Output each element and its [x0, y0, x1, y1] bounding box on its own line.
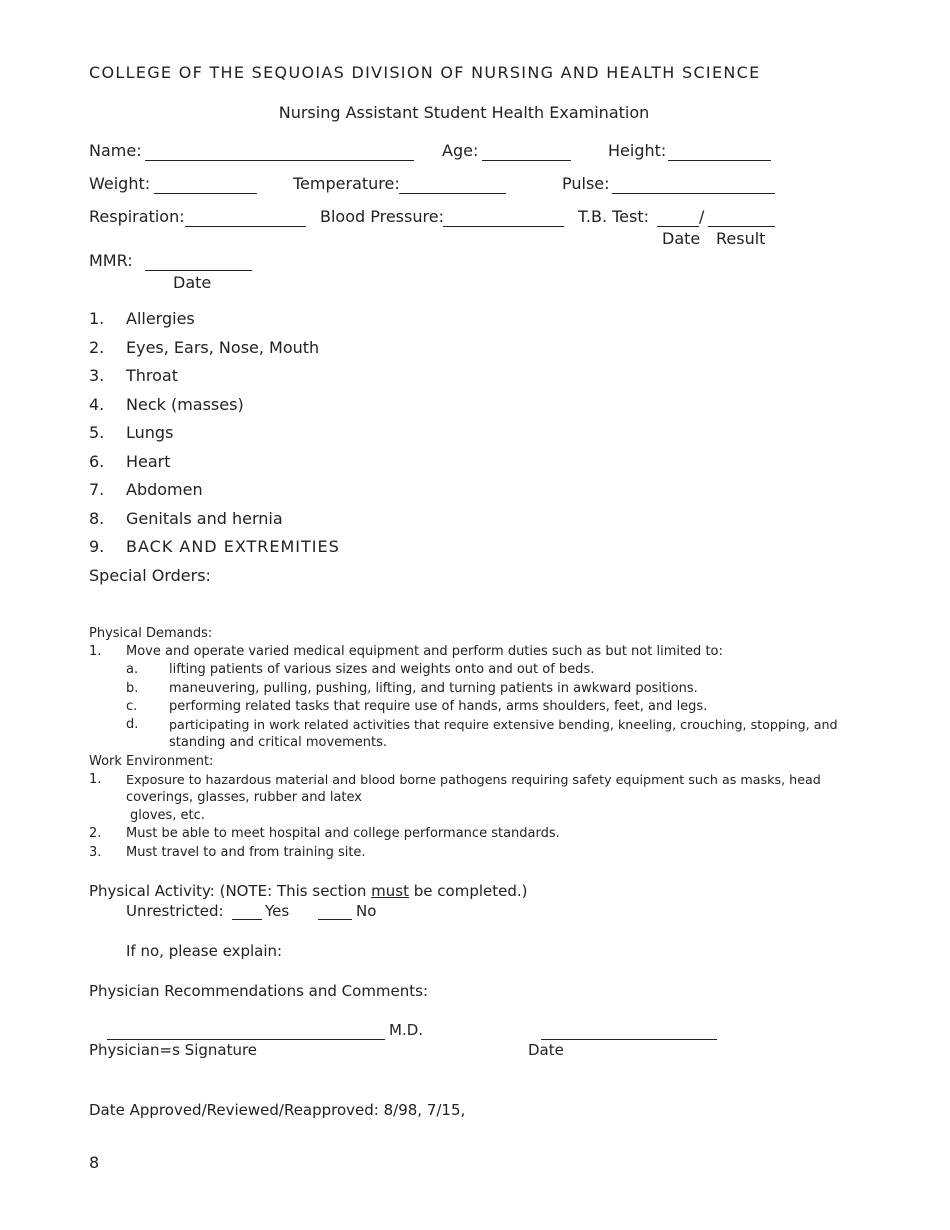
weight-label: Weight: — [89, 174, 151, 193]
exam-item-back-extremities: BACK AND EXTREMITIES — [126, 537, 340, 556]
tb-test-label: T.B. Test: — [578, 207, 650, 226]
exam-item-heart: Heart — [126, 452, 171, 471]
exam-item-lungs: Lungs — [126, 423, 174, 442]
demand-item-text: Move and operate varied medical equipment and perform duties such as but not limited to: — [126, 644, 723, 659]
temperature-field[interactable] — [399, 193, 506, 194]
exam-item-num: 8. — [89, 509, 105, 528]
blood-pressure-label: Blood Pressure: — [320, 207, 444, 226]
height-field[interactable] — [668, 160, 771, 161]
physician-signature-caption: Physician=s Signature — [89, 1041, 258, 1059]
exam-item-allergies: Allergies — [126, 309, 195, 328]
demand-subitem-letter: b. — [126, 681, 139, 696]
md-label: M.D. — [389, 1021, 424, 1039]
name-field[interactable] — [145, 160, 414, 161]
pulse-label: Pulse: — [562, 174, 610, 193]
exam-item-genitals-hernia: Genitals and hernia — [126, 509, 283, 528]
work-item-text: Must travel to and from training site. — [126, 845, 366, 860]
unrestricted-yes-label: Yes — [265, 902, 290, 920]
demand-subitem-text: performing related tasks that require use of hands, arms shoulders, feet, and legs. — [169, 699, 708, 714]
exam-item-num: 2. — [89, 338, 105, 357]
work-item-text: Must be able to meet hospital and college performance standards. — [126, 826, 560, 841]
unrestricted-no-blank[interactable] — [318, 919, 352, 920]
demand-subitem-letter: a. — [126, 662, 139, 677]
age-field[interactable] — [482, 160, 571, 161]
recommendations-label: Physician Recommendations and Comments: — [89, 982, 429, 1000]
demand-subitem-letter: d. — [126, 717, 139, 732]
demand-subitem-text: participating in work related activities that require extensive bending, kneeling, crouching, stopping, and — [169, 717, 838, 732]
exam-item-throat: Throat — [126, 366, 179, 385]
exam-item-abdomen: Abdomen — [126, 480, 203, 499]
respiration-field[interactable] — [185, 226, 306, 227]
explain-label: If no, please explain: — [126, 942, 283, 960]
mmr-date-field[interactable] — [145, 270, 252, 271]
exam-item-num: 9. — [89, 537, 105, 556]
tb-separator: / — [699, 207, 705, 226]
institution-heading: COLLEGE OF THE SEQUOIAS DIVISION OF NURSING AND HEALTH SCIENCE — [89, 63, 761, 82]
unrestricted-no-label: No — [356, 902, 377, 920]
exam-item-num: 6. — [89, 452, 105, 471]
physician-signature-field[interactable] — [107, 1039, 385, 1040]
exam-item-num: 7. — [89, 480, 105, 499]
physical-activity-label — [89, 882, 528, 900]
mmr-label: MMR: — [89, 251, 133, 270]
demand-item-num: 1. — [89, 644, 102, 659]
exam-item-neck: Neck (masses) — [126, 395, 244, 414]
tb-date-caption: Date — [662, 229, 701, 248]
page-number: 8 — [89, 1153, 100, 1172]
physical-activity-label-pre: Physical Activity: (NOTE: This section — [89, 882, 372, 900]
exam-item-num: 4. — [89, 395, 105, 414]
name-label: Name: — [89, 141, 142, 160]
work-item-text-cont: gloves, etc. — [130, 808, 205, 823]
demand-subitem-text: lifting patients of various sizes and weights onto and out of beds. — [169, 662, 595, 677]
work-item-num: 2. — [89, 826, 102, 841]
unrestricted-yes-blank[interactable] — [232, 919, 262, 920]
physical-activity-label-post: be completed.) — [409, 882, 528, 900]
exam-item-num: 5. — [89, 423, 105, 442]
pulse-field[interactable] — [612, 193, 775, 194]
tb-result-field[interactable] — [708, 226, 775, 227]
respiration-label: Respiration: — [89, 207, 185, 226]
demand-subitem-text-cont: standing and critical movements. — [169, 735, 388, 750]
physical-activity-must: must — [371, 882, 409, 900]
exam-item-num: 1. — [89, 309, 105, 328]
exam-item-num: 3. — [89, 366, 105, 385]
mmr-date-caption: Date — [173, 273, 212, 292]
demand-subitem-text: maneuvering, pulling, pushing, lifting, and turning patients in awkward positions. — [169, 681, 698, 696]
work-item-text-cont: coverings, glasses, rubber and latex — [126, 790, 362, 805]
age-label: Age: — [442, 141, 479, 160]
work-item-num: 3. — [89, 845, 102, 860]
work-environment-heading: Work Environment: — [89, 754, 214, 769]
unrestricted-label: Unrestricted: — [126, 902, 224, 920]
physical-demands-heading: Physical Demands: — [89, 626, 213, 641]
signature-date-field[interactable] — [541, 1039, 717, 1040]
tb-result-caption: Result — [716, 229, 766, 248]
demand-subitem-letter: c. — [126, 699, 138, 714]
weight-field[interactable] — [154, 193, 257, 194]
exam-item-eyes-ears-nose-mouth: Eyes, Ears, Nose, Mouth — [126, 338, 320, 357]
special-orders-label: Special Orders: — [89, 566, 211, 585]
height-label: Height: — [608, 141, 667, 160]
work-item-num: 1. — [89, 772, 102, 787]
blood-pressure-field[interactable] — [443, 226, 564, 227]
tb-date-field[interactable] — [657, 226, 699, 227]
form-title: Nursing Assistant Student Health Examination — [278, 103, 650, 122]
work-item-text: Exposure to hazardous material and blood borne pathogens requiring safety equipment such as masks, head — [126, 772, 821, 787]
temperature-label: Temperature: — [293, 174, 400, 193]
approval-dates: Date Approved/Reviewed/Reapproved: 8/98, 7/15, — [89, 1101, 466, 1119]
signature-date-caption: Date — [528, 1041, 564, 1059]
